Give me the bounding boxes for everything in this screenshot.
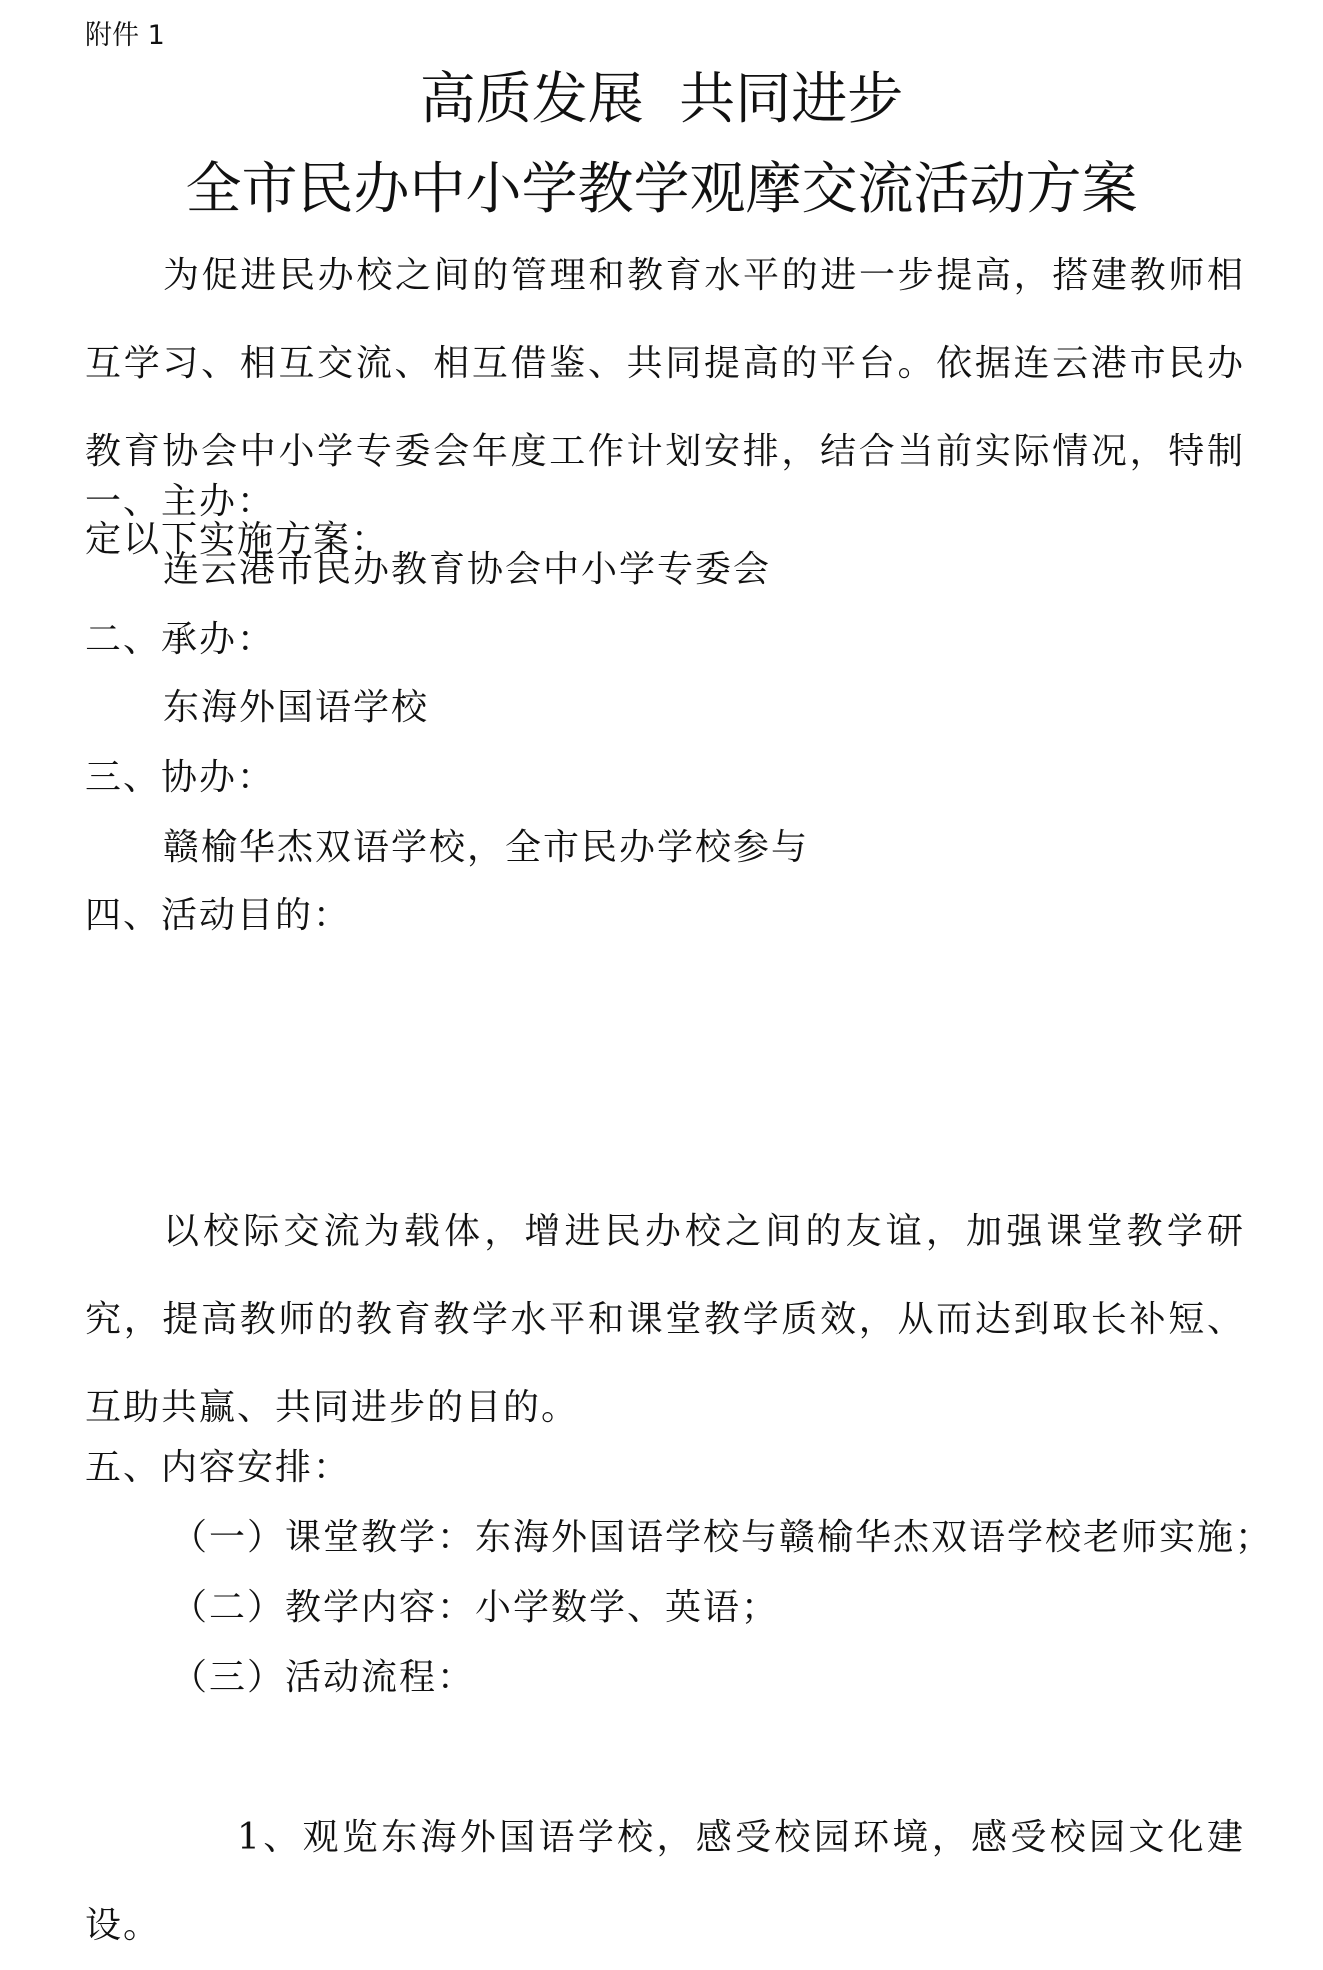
section5-heading: 五、内容安排： bbox=[85, 1447, 352, 1488]
section4-heading: 四、活动目的： bbox=[85, 895, 352, 936]
section5-item2: （二）教学内容：小学数学、英语； bbox=[171, 1587, 780, 1628]
section5-item3: （三）活动流程： bbox=[171, 1657, 476, 1698]
section4-body: 以校际交流为载体，增进民办校之间的友谊，加强课堂教学研究，提高教师的教育教学水平和课堂教学质效，从而达到取长补短、互助共赢、共同进步的目的。 bbox=[85, 1211, 1245, 1428]
section1-heading: 一、主办： bbox=[85, 481, 276, 522]
section2-body: 东海外国语学校 bbox=[163, 687, 430, 728]
flow-step1: 1、观览东海外国语学校，感受校园环境，感受校园文化建设。 bbox=[85, 1817, 1245, 1946]
section3-body: 赣榆华杰双语学校，全市民办学校参与 bbox=[163, 827, 810, 868]
document-title-line2: 全市民办中小学教学观摩交流活动方案 bbox=[185, 157, 1138, 222]
section2-heading: 二、承办： bbox=[85, 619, 276, 660]
annex-label: 附件 1 bbox=[85, 20, 165, 51]
section3-heading: 三、协办： bbox=[85, 757, 276, 798]
section1-body: 连云港市民办教育协会中小学专委会 bbox=[163, 549, 772, 590]
document-title-line1: 高质发展 共同进步 bbox=[419, 67, 904, 132]
intro-paragraph: 为促进民办校之间的管理和教育水平的进一步提高，搭建教师相互学习、相互交流、相互借鉴、共同提高的平台。依据连云港市民办教育协会中小学专委会年度工作计划安排，结合当前实际情况，特制定以下实施方案： bbox=[85, 255, 1245, 560]
section5-item1: （一）课堂教学：东海外国语学校与赣榆华杰双语学校老师实施； bbox=[171, 1517, 1274, 1558]
